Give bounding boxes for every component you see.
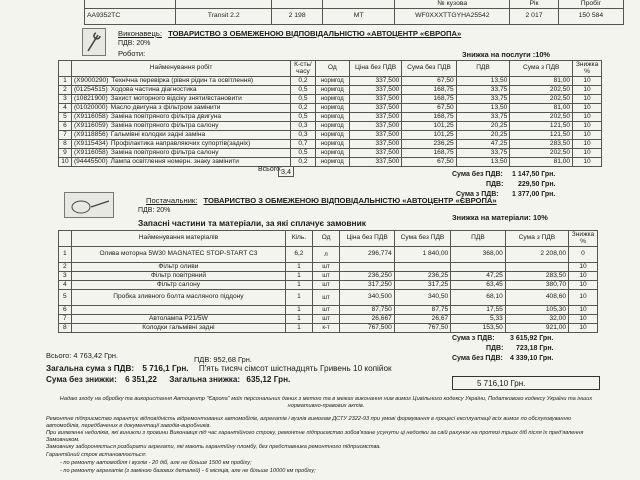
works-col-unit: Од <box>315 61 349 77</box>
work-total: 121,50 <box>510 131 573 140</box>
work-vat: 47,25 <box>456 140 510 149</box>
vin-value: WF0XXXTTGYHA25542 <box>395 9 510 25</box>
parts-table <box>58 230 598 333</box>
grand-sum-vat-value: 5 716,1 Грн. <box>142 364 189 373</box>
parts-title: Запасні частини та матеріали, за які сплачує замовник <box>138 218 366 228</box>
work-total: 202,50 <box>510 86 573 95</box>
work-discount: 10 <box>573 149 602 158</box>
work-qty: 0,2 <box>291 104 315 113</box>
work-discount: 10 <box>573 86 602 95</box>
work-code: (94445500) <box>73 157 108 165</box>
row-number: 1 <box>59 247 72 263</box>
part-discount: 10 <box>569 263 598 272</box>
parts-logo-icon <box>64 192 114 218</box>
part-unit: л <box>312 247 340 263</box>
work-total: 283,50 <box>510 140 573 149</box>
work-sum: 168,75 <box>402 113 456 122</box>
part-vat: 5,33 <box>451 315 506 324</box>
row-number: 6 <box>59 122 72 131</box>
part-qty: 1 <box>286 272 312 281</box>
part-discount: 10 <box>569 272 598 281</box>
work-unit: нормгод <box>315 149 349 158</box>
grand-discount-line <box>46 375 290 384</box>
grand-sum-vat-label: Загальна сума з ПДВ: <box>46 364 135 373</box>
work-code: (X9116058) <box>73 112 108 120</box>
part-discount: 10 <box>569 315 598 324</box>
model-label-cell <box>176 0 272 9</box>
works-vat-sum: 229,50 Грн. <box>518 181 556 188</box>
work-name-cell <box>71 131 290 140</box>
year-value: 2 017 <box>510 9 559 25</box>
part-unit: шт <box>312 263 340 272</box>
grand-sum-no-disc-value: 6 351,22 <box>125 375 157 384</box>
works-table-header <box>59 61 602 77</box>
part-vat: 153,50 <box>451 324 506 333</box>
parts-col-total: Сума з ПДВ <box>505 231 568 247</box>
work-name-cell <box>71 86 290 95</box>
row-number: 10 <box>59 158 72 167</box>
works-discount-note: Знижка на послуги :10% <box>462 50 550 59</box>
part-sum: 340,50 <box>394 290 450 306</box>
engine-value: 2 198 <box>272 9 323 25</box>
parts-col-qty: Кіль. <box>286 231 312 247</box>
works-sum-vat: 1 377,00 Грн. <box>512 191 556 198</box>
vehicle-info-values-row <box>85 9 624 25</box>
work-discount: 10 <box>573 131 602 140</box>
work-code: (01020000) <box>73 103 108 111</box>
vehicle-info-labels-row <box>85 0 624 9</box>
parts-table-header <box>59 231 598 247</box>
work-price: 337,500 <box>349 77 401 86</box>
works-vat-label: ПДВ: <box>486 181 504 188</box>
part-vat: 368,00 <box>451 247 506 263</box>
work-qty: 0,5 <box>291 149 315 158</box>
part-qty: 1 <box>286 281 312 290</box>
footer-seal: Замовнику забороняється розбирати агрегати, які мають гарантійну пломбу, без представника ремонтного підприємства. <box>46 444 381 450</box>
work-sum: 67,50 <box>402 158 456 167</box>
work-vat: 33,75 <box>456 86 510 95</box>
work-name: Лампа освітлення номерн. знаку замінити <box>110 157 239 165</box>
work-total: 81,00 <box>510 104 573 113</box>
work-sum: 101,25 <box>402 131 456 140</box>
grand-disc-label: Загальна знижка: <box>169 375 241 384</box>
grand-sum-words: П'ять тисяч сімсот шістнадцять Гривень 10 копійок <box>198 364 392 373</box>
vehicle-info-table <box>84 0 624 25</box>
work-unit: нормгод <box>315 140 349 149</box>
work-name-cell <box>71 149 290 158</box>
works-table-row <box>59 122 602 131</box>
parts-table-row <box>59 315 598 324</box>
work-vat: 13,50 <box>456 104 510 113</box>
gearbox-label-cell <box>323 0 395 9</box>
part-price <box>340 263 394 272</box>
part-name <box>71 306 286 315</box>
parts-table-row <box>59 290 598 306</box>
works-col-price: Ціна без ПДВ <box>349 61 401 77</box>
work-code: (X9000290) <box>73 76 109 84</box>
work-discount: 10 <box>573 95 602 104</box>
work-code: (01254515) <box>73 85 108 93</box>
mileage-label: Пробіг <box>558 0 623 9</box>
part-discount: 0 <box>569 247 598 263</box>
grand-vat-line: ПДВ: 952,68 Грн. <box>194 355 252 364</box>
work-unit: нормгод <box>315 122 349 131</box>
works-col-discount: Знижка % <box>573 61 602 77</box>
work-price: 337,500 <box>349 86 401 95</box>
work-name: Захист моторного відсіку зняти/встановити <box>110 94 242 102</box>
parts-col-unit: Од <box>312 231 340 247</box>
work-code: (X9118856) <box>73 130 108 138</box>
part-qty: 1 <box>286 306 312 315</box>
part-sum: 767,50 <box>394 324 450 333</box>
part-unit: к-т <box>312 324 340 333</box>
parts-col-name: Найменування матеріалів <box>71 231 286 247</box>
row-number: 7 <box>59 131 72 140</box>
engine-label-cell <box>272 0 323 9</box>
part-total: 283,50 <box>505 272 568 281</box>
work-sum: 168,75 <box>402 149 456 158</box>
work-code: (X9116059) <box>73 121 108 129</box>
works-table-row <box>59 113 602 122</box>
part-sum <box>394 263 450 272</box>
parts-sum-vat: 3 615,92 Грн. <box>510 335 554 342</box>
row-number: 5 <box>59 113 72 122</box>
work-qty: 0,5 <box>291 86 315 95</box>
parts-vat-sum: 723,18 Грн. <box>516 345 554 352</box>
work-sum: 67,50 <box>402 77 456 86</box>
work-price: 337,500 <box>349 158 401 167</box>
work-name: Ходова частина діагностика <box>110 85 197 93</box>
part-qty: 1 <box>286 290 312 306</box>
part-qty: 1 <box>286 324 312 333</box>
work-discount: 10 <box>573 122 602 131</box>
part-sum: 26,67 <box>394 315 450 324</box>
footer-defects: При виявленні недоліків, які виникли з провини Виконавця під час гарантійного строку, ремонтне підприємство зобов'язане усунути ці недоліки за свій рахунок на протязі трьох діб після їх пред'явлення Замовником. <box>46 430 584 443</box>
works-table-row <box>59 131 602 140</box>
supplier-line <box>146 196 497 205</box>
parts-sum-no-vat-label: Сума без ПДВ: <box>452 355 503 362</box>
part-total: 105,30 <box>505 306 568 315</box>
work-vat: 33,75 <box>456 149 510 158</box>
part-total: 2 208,00 <box>505 247 568 263</box>
row-number: 8 <box>59 140 72 149</box>
work-sum: 168,75 <box>402 95 456 104</box>
parts-col-sum: Сума без ПДВ <box>394 231 450 247</box>
part-price: 296,774 <box>340 247 394 263</box>
work-vat: 20,25 <box>456 131 510 140</box>
work-unit: нормгод <box>315 104 349 113</box>
work-name-cell <box>71 77 290 86</box>
parts-sum-vat-label: Сума з ПДВ: <box>452 335 495 342</box>
row-number: 3 <box>59 272 72 281</box>
part-unit: шт <box>312 272 340 281</box>
part-name: Олива моторна 5W30 MAGNATEC STOP-START C3 <box>71 247 286 263</box>
part-vat: 63,45 <box>451 281 506 290</box>
work-total: 202,50 <box>510 113 573 122</box>
footer-term-title: Гарантійний строк встановлюється: <box>46 452 147 458</box>
work-vat: 13,50 <box>456 77 510 86</box>
parts-table-row <box>59 272 598 281</box>
work-unit: нормгод <box>315 95 349 104</box>
work-price: 337,500 <box>349 104 401 113</box>
works-table-row <box>59 140 602 149</box>
work-sum: 168,75 <box>402 86 456 95</box>
work-qty: 0,7 <box>291 140 315 149</box>
part-price: 26,667 <box>340 315 394 324</box>
work-sum: 67,50 <box>402 104 456 113</box>
work-qty: 0,5 <box>291 113 315 122</box>
work-qty: 0,2 <box>291 158 315 167</box>
works-table-row <box>59 95 602 104</box>
works-sum-no-vat: 1 147,50 Грн. <box>512 171 556 178</box>
work-name: Гальмівні колодки задні заміна <box>110 130 206 138</box>
part-total: 32,00 <box>505 315 568 324</box>
parts-table-row <box>59 306 598 315</box>
part-discount: 10 <box>569 281 598 290</box>
works-sum-vat-label: Сума з ПДВ: <box>456 191 499 198</box>
row-number: 4 <box>59 104 72 113</box>
grand-sum-vat-line <box>46 364 392 373</box>
works-vat-rate: ПДВ: 20% <box>118 40 151 47</box>
works-table-row <box>59 104 602 113</box>
work-sum: 101,25 <box>402 122 456 131</box>
works-col-vat: ПДВ <box>456 61 510 77</box>
work-total: 202,50 <box>510 149 573 158</box>
grand-total-line: Всього: 4 763,42 Грн. <box>46 351 118 360</box>
part-price: 767,500 <box>340 324 394 333</box>
work-qty: 0,5 <box>291 95 315 104</box>
work-vat: 33,75 <box>456 95 510 104</box>
mileage-value: 150 584 <box>558 9 623 25</box>
part-vat: 17,55 <box>451 306 506 315</box>
row-number: 5 <box>59 290 72 306</box>
row-number: 8 <box>59 324 72 333</box>
performer-line <box>118 29 461 38</box>
performer-label: Виконавець: <box>118 29 162 38</box>
work-discount: 10 <box>573 104 602 113</box>
parts-table-row <box>59 247 598 263</box>
works-table <box>58 60 602 167</box>
work-code: (X9115434) <box>73 139 108 147</box>
parts-col-price: Ціна без ПДВ <box>340 231 394 247</box>
grand-boxed-total: 5 716,10 Грн. <box>452 376 600 390</box>
part-total: 921,00 <box>505 324 568 333</box>
row-number: 2 <box>59 86 72 95</box>
work-price: 337,500 <box>349 95 401 104</box>
work-name: Заміна повітряного фільтра салону <box>110 121 219 129</box>
part-sum: 87,75 <box>394 306 450 315</box>
performer-name: ТОВАРИСТВО З ОБМЕЖЕНОЮ ВІДПОВІДАЛЬНІСТЮ «АВТОЦЕНТР «ЄВРОПА» <box>168 29 462 38</box>
work-total: 81,00 <box>510 158 573 167</box>
work-unit: нормгод <box>315 158 349 167</box>
parts-table-row <box>59 263 598 272</box>
grand-sum-no-disc-label: Сума без знижки: <box>46 375 117 384</box>
part-vat <box>451 263 506 272</box>
work-total: 202,50 <box>510 95 573 104</box>
part-sum: 1 840,00 <box>394 247 450 263</box>
work-qty: 0,2 <box>291 77 315 86</box>
work-unit: нормгод <box>315 113 349 122</box>
wrench-logo-icon <box>82 28 106 56</box>
works-col-sum: Сума без ПДВ <box>402 61 456 77</box>
works-col-qty: К-сть/ часу <box>291 61 315 77</box>
work-price: 337,500 <box>349 149 401 158</box>
part-name: Колодки гальмівні задні <box>71 324 286 333</box>
work-code: (10821900) <box>73 94 108 102</box>
work-discount: 10 <box>573 140 602 149</box>
model-value: Transit 2.2 <box>176 9 272 25</box>
work-name: Технічна перевірка (рівня рідин та освітлення) <box>111 76 254 84</box>
supplier-label: Постачальник: <box>146 196 198 205</box>
parts-vat-label: ПДВ: <box>486 345 504 352</box>
parts-col-discount: Знижка % <box>569 231 598 247</box>
part-discount: 10 <box>569 324 598 333</box>
works-total-qty-label: Всього: <box>258 166 282 173</box>
parts-col-vat: ПДВ <box>451 231 506 247</box>
part-total: 380,70 <box>505 281 568 290</box>
plate-value: АА9352ТС <box>85 9 176 25</box>
work-qty: 0,3 <box>291 122 315 131</box>
parts-table-row <box>59 324 598 333</box>
work-price: 337,500 <box>349 140 401 149</box>
part-discount: 10 <box>569 306 598 315</box>
part-discount: 10 <box>569 290 598 306</box>
part-qty: 1 <box>286 315 312 324</box>
work-price: 337,500 <box>349 122 401 131</box>
work-sum: 236,25 <box>402 140 456 149</box>
row-number: 7 <box>59 315 72 324</box>
work-vat: 33,75 <box>456 113 510 122</box>
part-unit: шт <box>312 281 340 290</box>
part-unit: шт <box>312 315 340 324</box>
parts-discount-note: Знижка на матеріали: 10% <box>452 213 548 222</box>
works-sum-no-vat-label: Сума без ПДВ: <box>452 171 503 178</box>
work-name: Профілактика направляючих супортів(задніх) <box>110 139 251 147</box>
supplier-name: ТОВАРИСТВО З ОБМЕЖЕНОЮ ВІДПОВІДАЛЬНІСТЮ «АВТОЦЕНТР «ЄВРОПА» <box>203 196 497 205</box>
footer-guarantee: Ремонтне підприємство гарантує відповідність відремонтованих автомобілів, агрегатів і вузлів вимогам ДСТУ 2322-93 при умові формування в процесі експлуатації всіх вимог по обслуговуванню автомобілів, передбачених в документації заводів-виробників. <box>46 416 571 429</box>
grand-disc-value: 635,12 Грн. <box>246 375 291 384</box>
part-qty: 6,2 <box>286 247 312 263</box>
work-code: (X9116058) <box>73 148 108 156</box>
gearbox-value: МТ <box>323 9 395 25</box>
works-col-total: Сума з ПДВ <box>510 61 573 77</box>
work-name-cell <box>71 140 290 149</box>
part-name: Автолампа P21/5W <box>71 315 286 324</box>
work-unit: нормгод <box>315 77 349 86</box>
row-number: 6 <box>59 306 72 315</box>
part-unit: шт <box>312 306 340 315</box>
work-unit: нормгод <box>315 86 349 95</box>
work-qty: 0,3 <box>291 131 315 140</box>
year-label: Рік <box>510 0 559 9</box>
footer-term-2: - по ремонту агрегатів (з заміною базових деталей) - 6 місяців, але не більше 10000 км пробігу; <box>60 468 316 474</box>
parts-table-row <box>59 281 598 290</box>
parts-table-body <box>59 247 598 333</box>
works-title: Роботи: <box>118 49 146 58</box>
row-number: 3 <box>59 95 72 104</box>
work-name-cell <box>71 113 290 122</box>
part-name: Фільтр повітряний <box>71 272 286 281</box>
work-discount: 10 <box>573 158 602 167</box>
row-number: 4 <box>59 281 72 290</box>
works-table-body <box>59 77 602 167</box>
work-discount: 10 <box>573 77 602 86</box>
work-total: 81,00 <box>510 77 573 86</box>
work-name-cell <box>71 104 290 113</box>
plate-label-cell <box>85 0 176 9</box>
footer-term-1: - по ремонту автомобіля і вузлів - 20 діб, але не більше 1500 км пробігу; <box>60 460 252 466</box>
row-number: 2 <box>59 263 72 272</box>
part-name: Фільтр салону <box>71 281 286 290</box>
part-sum: 236,25 <box>394 272 450 281</box>
part-name: Фільтр оливи <box>71 263 286 272</box>
part-total: 408,60 <box>505 290 568 306</box>
part-price: 317,250 <box>340 281 394 290</box>
part-price: 340,500 <box>340 290 394 306</box>
work-vat: 13,50 <box>456 158 510 167</box>
part-price: 236,250 <box>340 272 394 281</box>
work-name: Масло двигуна з фільтром замінити <box>110 103 221 111</box>
part-name: Пробка зливного болта масляного піддону <box>71 290 286 306</box>
work-name-cell <box>71 95 290 104</box>
work-name: Заміна повітряного фільтра двигуна <box>110 112 222 120</box>
work-name: Заміна повітряного фільтра салону <box>110 148 219 156</box>
vin-label: № кузова <box>395 0 510 9</box>
works-col-name: Найменування робіт <box>71 61 290 77</box>
parts-vat-rate: ПДВ: 20% <box>138 207 171 214</box>
row-number: 1 <box>59 77 72 86</box>
row-number: 9 <box>59 149 72 158</box>
work-price: 337,500 <box>349 113 401 122</box>
footer-consent: Надаю згоду на обробку та використання Автоцентр "Європа" моїх персональних даних з метою та в межах виконання ним вимог Цивільного кодексу України, Податкового кодексу України та інших нормативно-правових актів. <box>59 396 593 409</box>
part-vat: 47,25 <box>451 272 506 281</box>
part-price: 87,750 <box>340 306 394 315</box>
part-total <box>505 263 568 272</box>
works-table-row <box>59 77 602 86</box>
works-table-row <box>59 158 602 167</box>
part-sum: 317,25 <box>394 281 450 290</box>
parts-sum-no-vat: 4 339,10 Грн. <box>510 355 554 362</box>
part-vat: 68,10 <box>451 290 506 306</box>
work-total: 121,50 <box>510 122 573 131</box>
part-unit: шт <box>312 290 340 306</box>
work-vat: 20,25 <box>456 122 510 131</box>
work-unit: нормгод <box>315 131 349 140</box>
works-table-row <box>59 86 602 95</box>
work-price: 337,500 <box>349 131 401 140</box>
works-table-row <box>59 149 602 158</box>
works-total-qty: 3,4 <box>278 166 294 177</box>
work-discount: 10 <box>573 113 602 122</box>
work-name-cell <box>71 122 290 131</box>
part-qty: 1 <box>286 263 312 272</box>
